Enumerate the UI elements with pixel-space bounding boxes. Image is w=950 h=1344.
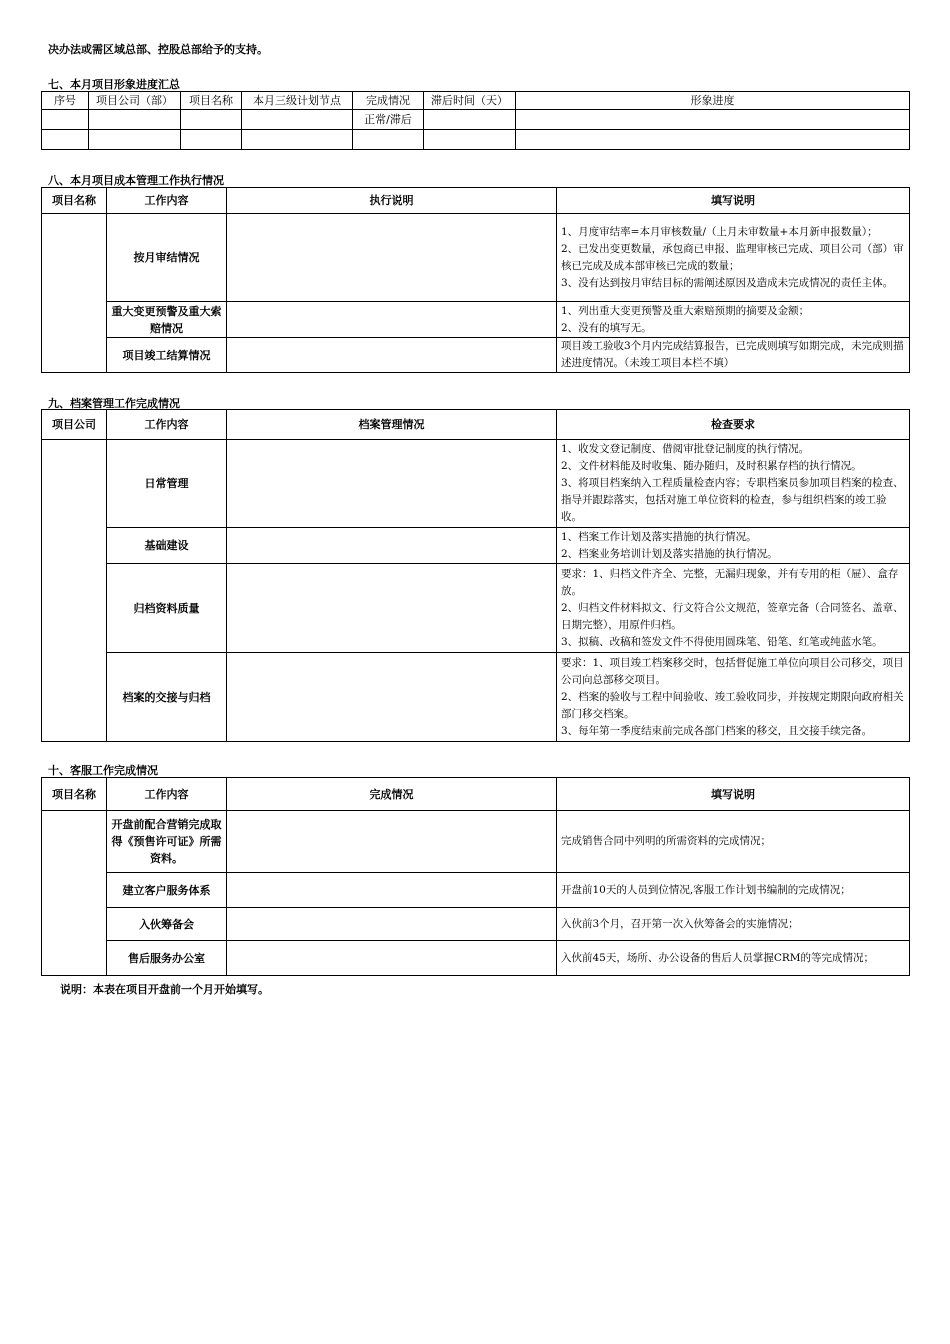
col-header-progress: 形象进度 — [516, 92, 910, 110]
check-requirements-cell: 1、档案工作计划及落实措施的执行情况。 2、档案业务培训计划及落实措施的执行情况。 — [557, 528, 910, 564]
section-7-title: 七、本月项目形象进度汇总 — [48, 78, 180, 91]
project-name-cell[interactable] — [42, 811, 107, 976]
table-row — [42, 811, 910, 873]
col-header-company: 项目公司（部） — [89, 92, 181, 110]
fill-guide-cell: 项目竣工验收3个月内完成结算报告，已完成则填写如期完成，未完成则描述进度情况。（未竣工项目本栏不填） — [557, 338, 910, 373]
archive-management-table — [41, 409, 910, 742]
execution-input-cell[interactable] — [227, 338, 557, 373]
completion-input-cell[interactable] — [227, 941, 557, 976]
col-header-project-name: 项目名称 — [42, 188, 107, 214]
col-header-work-content: 工作内容 — [107, 410, 227, 440]
customer-service-table — [41, 777, 910, 976]
table-row — [42, 908, 910, 941]
table-cell[interactable] — [89, 110, 181, 130]
col-header-work-content: 工作内容 — [107, 778, 227, 811]
work-content-cell: 开盘前配合营销完成取得《预售许可证》所需资料。 — [107, 811, 227, 873]
col-header-archive-status: 档案管理情况 — [227, 410, 557, 440]
execution-input-cell[interactable] — [227, 302, 557, 338]
col-header-project-name: 项目名称 — [181, 92, 242, 110]
work-content-cell: 建立客户服务体系 — [107, 873, 227, 908]
work-content-cell: 日常管理 — [107, 440, 227, 528]
table-header-row — [42, 410, 910, 440]
col-header-execution: 执行说明 — [227, 188, 557, 214]
section-8-title: 八、本月项目成本管理工作执行情况 — [48, 174, 224, 187]
work-content-cell: 售后服务办公室 — [107, 941, 227, 976]
table-cell[interactable] — [42, 130, 89, 150]
table-row — [42, 528, 910, 564]
table-row — [42, 941, 910, 976]
continued-text: 决办法或需区域总部、控股总部给予的支持。 — [48, 43, 268, 56]
table-header-row — [42, 188, 910, 214]
archive-input-cell[interactable] — [227, 564, 557, 653]
table-row — [42, 338, 910, 373]
col-header-fill-guide: 填写说明 — [557, 188, 910, 214]
table-cell[interactable] — [42, 110, 89, 130]
table-row — [42, 302, 910, 338]
table-row — [42, 110, 910, 130]
table-cell[interactable] — [424, 130, 516, 150]
progress-summary-table — [41, 91, 910, 150]
table-row — [42, 440, 910, 528]
col-header-status: 完成情况 — [353, 92, 424, 110]
table-header-row — [42, 778, 910, 811]
table-cell[interactable] — [353, 130, 424, 150]
table-cell[interactable] — [242, 130, 353, 150]
table-cell[interactable] — [424, 110, 516, 130]
project-name-cell[interactable] — [42, 214, 107, 373]
col-header-delay-days: 滞后时间（天） — [424, 92, 516, 110]
work-content-cell: 按月审结情况 — [107, 214, 227, 302]
archive-input-cell[interactable] — [227, 653, 557, 742]
fill-guide-cell: 开盘前10天的人员到位情况,客服工作计划书编制的完成情况； — [557, 873, 910, 908]
archive-input-cell[interactable] — [227, 440, 557, 528]
completion-input-cell[interactable] — [227, 908, 557, 941]
table-row — [42, 653, 910, 742]
col-header-fill-guide: 填写说明 — [557, 778, 910, 811]
col-header-plan-node: 本月三级计划节点 — [242, 92, 353, 110]
footer-note: 说明：本表在项目开盘前一个月开始填写。 — [60, 983, 269, 996]
section-9-title: 九、档案管理工作完成情况 — [48, 397, 180, 410]
fill-guide-cell: 入伙前3个月，召开第一次入伙筹备会的实施情况； — [557, 908, 910, 941]
execution-input-cell[interactable] — [227, 214, 557, 302]
col-header-company: 项目公司 — [42, 410, 107, 440]
check-requirements-cell: 要求：1、归档文件齐全、完整，无漏归现象，并有专用的柜（屉）、盒存放。 2、归档文件材料拟文、行文符合公文规范，签章完备（合同签名、盖章、日期完整），用原件归档。 3、拟稿、改稿和签发文件不得使用圆珠笔、铅笔、红笔或纯蓝水笔。 — [557, 564, 910, 653]
check-requirements-cell: 1、收发文登记制度、借阅审批登记制度的执行情况。 2、文件材料能及时收集、随办随归，及时积累存档的执行情况。 3、将项目档案纳入工程质量检查内容；专职档案员参加项目档案的检查、指导并跟踪落实，包括对施工单位资料的检查，参与组织档案的竣工验收。 — [557, 440, 910, 528]
work-content-cell: 项目竣工结算情况 — [107, 338, 227, 373]
completion-input-cell[interactable] — [227, 811, 557, 873]
col-header-check-requirements: 检查要求 — [557, 410, 910, 440]
table-cell[interactable] — [516, 110, 910, 130]
archive-input-cell[interactable] — [227, 528, 557, 564]
col-header-work-content: 工作内容 — [107, 188, 227, 214]
table-cell[interactable] — [516, 130, 910, 150]
fill-guide-cell: 入伙前45天，场所、办公设备的售后人员掌握CRM的等完成情况； — [557, 941, 910, 976]
table-cell[interactable] — [181, 110, 242, 130]
work-content-cell: 基础建设 — [107, 528, 227, 564]
work-content-cell: 归档资料质量 — [107, 564, 227, 653]
col-header-completion: 完成情况 — [227, 778, 557, 811]
fill-guide-cell: 1、月度审结率=本月审核数量/（上月未审数量+本月新申报数量）； 2、已发出变更数量，承包商已申报、监理审核已完成、项目公司（部）审核已完成及成本部审核已完成的数量； 3、没有达到按月审结目标的需阐述原因及造成未完成情况的责任主体。 — [557, 214, 910, 302]
table-row — [42, 564, 910, 653]
table-cell[interactable] — [242, 110, 353, 130]
cost-management-table — [41, 187, 910, 373]
table-header-row — [42, 92, 910, 110]
work-content-cell: 档案的交接与归档 — [107, 653, 227, 742]
col-header-project-name: 项目名称 — [42, 778, 107, 811]
table-cell[interactable] — [181, 130, 242, 150]
check-requirements-cell: 要求：1、项目竣工档案移交时，包括督促施工单位向项目公司移交，项目公司向总部移交项目。 2、档案的验收与工程中间验收、竣工验收同步，并按规定期限向政府相关部门移交档案。 3、每年第一季度结束前完成各部门档案的移交，且交接手续完备。 — [557, 653, 910, 742]
fill-guide-cell: 完成销售合同中列明的所需资料的完成情况； — [557, 811, 910, 873]
project-company-cell[interactable] — [42, 440, 107, 742]
table-row — [42, 130, 910, 150]
status-cell: 正常/滞后 — [353, 110, 424, 130]
completion-input-cell[interactable] — [227, 873, 557, 908]
work-content-cell: 重大变更预警及重大索赔情况 — [107, 302, 227, 338]
work-content-cell: 入伙筹备会 — [107, 908, 227, 941]
fill-guide-cell: 1、列出重大变更预警及重大索赔预期的摘要及金额； 2、没有的填写无。 — [557, 302, 910, 338]
table-row — [42, 873, 910, 908]
section-10-title: 十、客服工作完成情况 — [48, 764, 158, 777]
col-header-index: 序号 — [42, 92, 89, 110]
table-row — [42, 214, 910, 302]
table-cell[interactable] — [89, 130, 181, 150]
